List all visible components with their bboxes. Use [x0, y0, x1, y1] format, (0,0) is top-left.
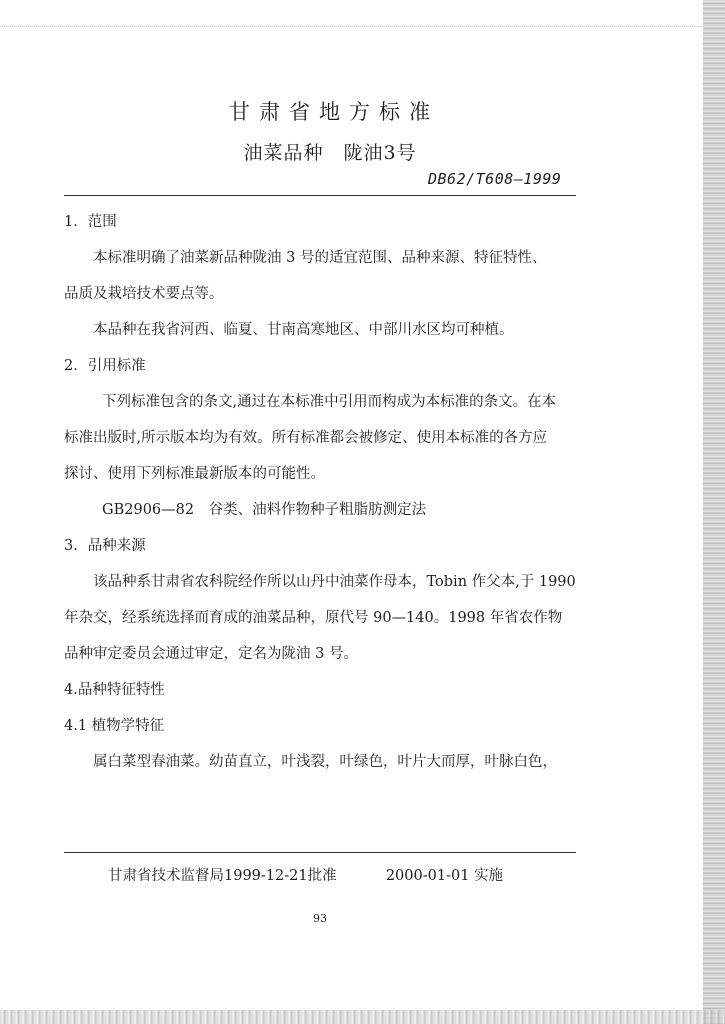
approval-note: 甘肃省技术监督局1999-12-21批准: [108, 868, 337, 884]
section-1-para-1-line-1: 本标准明确了油菜新品种陇油 3 号的适宜范围、品种来源、特征特性、: [93, 250, 547, 266]
section-3-heading: 3．品种来源: [64, 538, 146, 554]
section-1-para-2: 本品种在我省河西、临夏、甘南高寒地区、中部川水区均可种植。: [93, 322, 514, 338]
section-2-para-1-line-3: 探讨、使用下列标准最新版本的可能性。: [64, 466, 325, 482]
section-3-para-1-line-1: 该品种系甘肃省农科院经作所以山丹中油菜作母本，Tobin 作父本,于 1990: [93, 574, 576, 590]
section-4-heading: 4.品种特征特性: [64, 682, 165, 698]
standard-code: DB62/T608—1999: [428, 170, 562, 188]
document-subtitle: 油菜品种 陇油3号: [243, 142, 417, 164]
section-3-para-1-line-3: 品种审定委员会通过审定，定名为陇油 3 号。: [64, 646, 358, 662]
page-number: 93: [313, 912, 327, 925]
section-1-para-1-line-2: 品质及栽培技术要点等。: [64, 286, 224, 302]
document-title: 甘肃省地方标准: [229, 100, 439, 124]
section-3-para-1-line-2: 年杂交，经系统选择而育成的油菜品种，原代号 90—140。1998 年省农作物: [64, 610, 563, 626]
section-1-heading: 1．范围: [64, 214, 117, 230]
section-4-1-heading: 4.1 植物学特征: [64, 718, 165, 734]
footer-rule: [64, 852, 576, 853]
section-2-heading: 2．引用标准: [64, 358, 146, 374]
scan-edge-right: [703, 0, 725, 1024]
section-2-para-1-line-2: 标准出版时,所示版本均为有效。所有标准都会被修定、使用本标准的各方应: [64, 430, 548, 446]
implementation-note: 2000-01-01 实施: [385, 868, 504, 884]
header-rule: [64, 195, 576, 196]
footer: [108, 864, 503, 885]
referenced-standard: GB2906—82 谷类、油料作物种子粗脂肪测定法: [102, 502, 427, 518]
section-4-1-para-1: 属白菜型春油菜。幼苗直立，叶浅裂，叶绿色，叶片大而厚，叶脉白色，: [93, 754, 557, 770]
scan-edge-bottom: [0, 1010, 725, 1024]
document-body: [64, 212, 586, 772]
section-2-para-1-line-1: 下列标准包含的条文,通过在本标准中引用而构成为本标准的条文。在本: [102, 394, 557, 410]
scan-edge-top: [0, 26, 703, 28]
